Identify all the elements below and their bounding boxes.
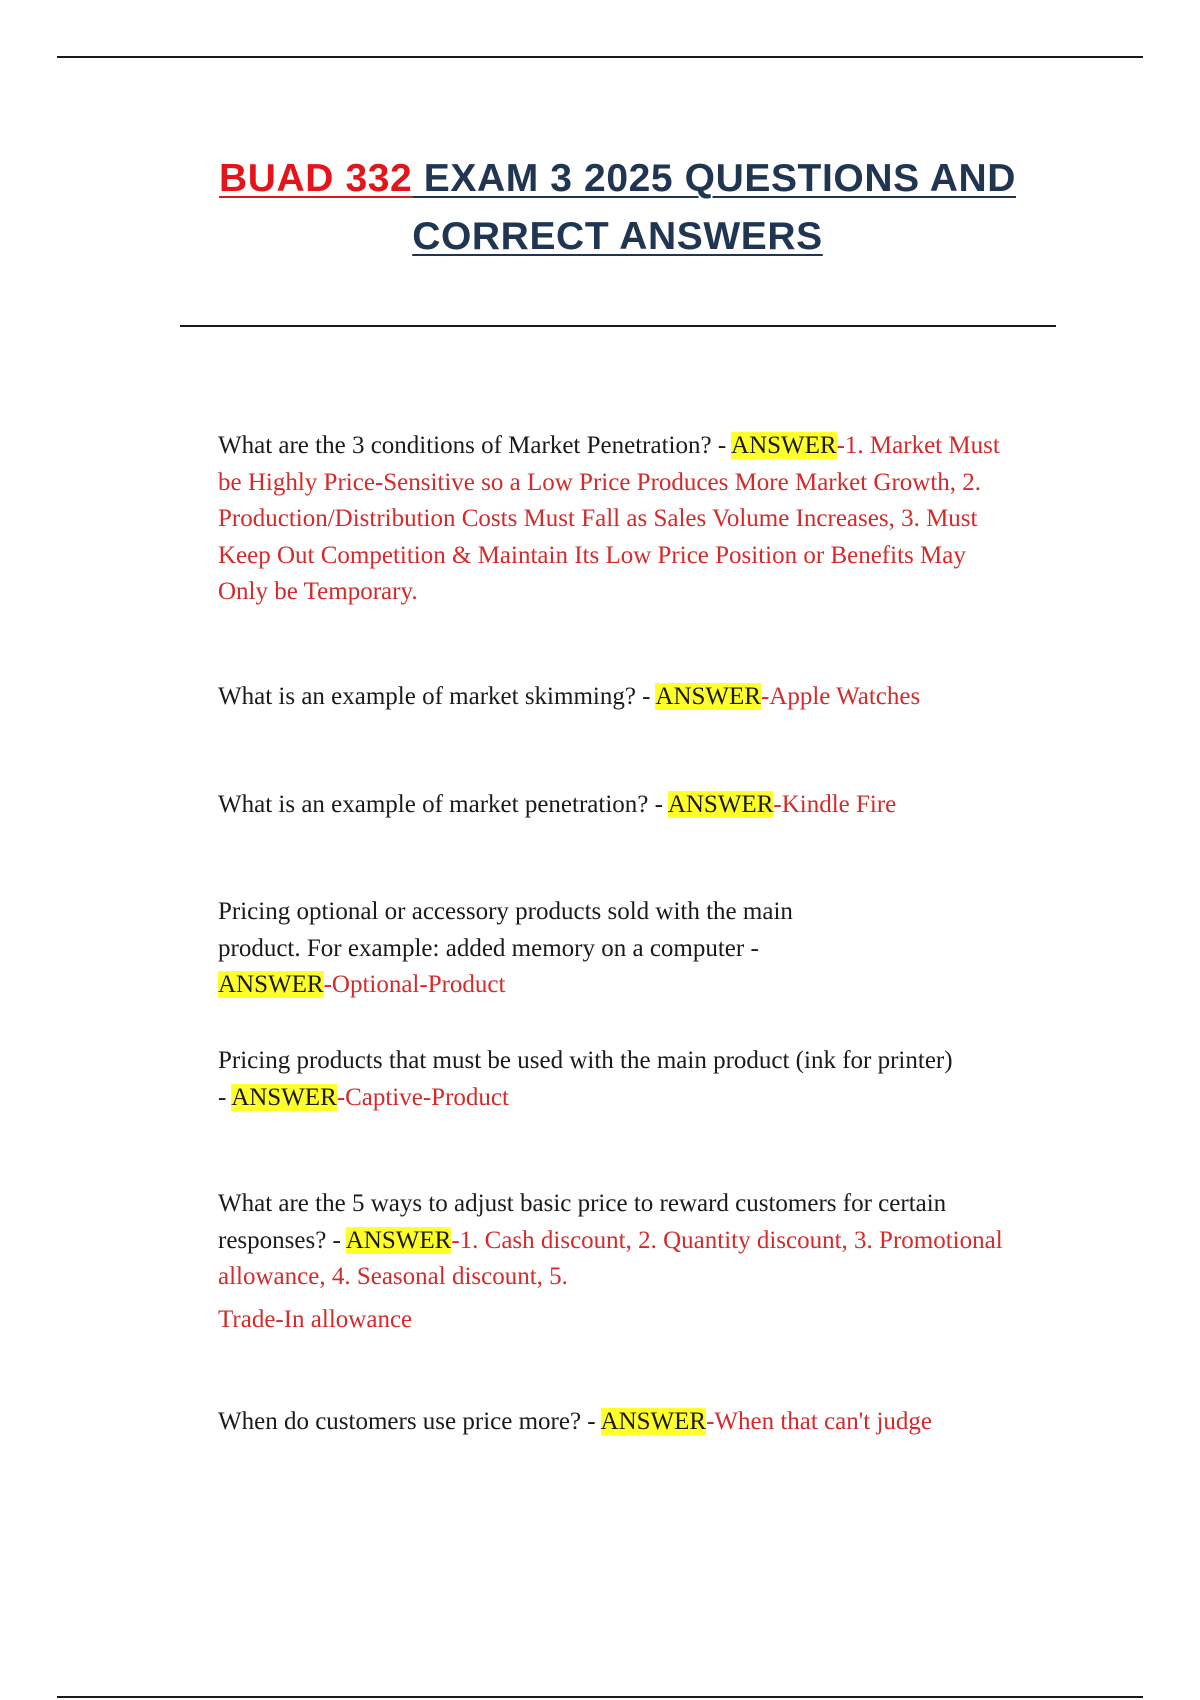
answer-label: ANSWER — [218, 971, 324, 998]
answer-label: ANSWER — [655, 683, 761, 710]
answer-text: Captive-Product — [345, 1083, 509, 1111]
qa-item: What are the 5 ways to adjust basic price to reward customers for certain responses? - ANSWER-1. Cash discount, 2. Quantity discount, 3. Promotional allowance, 4. Seasonal discount, 5. — [218, 1190, 1003, 1290]
answer-text: 1. Market Must be Highly Price-Sensitive so a Low Price Produces More Market Growth, 2. Production/Distribution Costs Must Fall as Sales Volume Increases, 3. Must Keep Out Competition & Maintain Its Low Price Position or Benefits May Only be Temporary. — [218, 432, 1000, 605]
qa-item: What is an example of market skimming? - ANSWER-Apple Watches — [218, 683, 921, 710]
bottom-rule — [57, 1696, 1143, 1698]
qa-item-continuation — [218, 1302, 1038, 1339]
qa-item: Pricing optional or accessory products sold with the main product. For example: added memory on a computer - ANSWER-Optional-Product — [218, 898, 793, 998]
qa-item: Pricing products that must be used with the main product (ink for printer) - ANSWER-Captive-Product — [218, 1047, 953, 1111]
question-text: What is an example of market penetration? - — [218, 791, 668, 818]
top-rule — [57, 56, 1143, 58]
answer-text: Apple Watches — [769, 683, 921, 710]
qa-item: What are the 3 conditions of Market Penetration? - ANSWER-1. Market Must be Highly Price-Sensitive so a Low Price Produces More Market Growth, 2. Production/Distribution Costs Must Fall as Sales Volume Increases, 3. Must Keep Out Competition & Maintain Its Low Price Position or Benefits May Only be Temporary. — [218, 432, 1000, 605]
answer-text: 1. Cash discount, 2. Quantity discount, 3. Promotional allowance, 4. Seasonal discount, 5. — [218, 1226, 1003, 1290]
qa-item: When do customers use price more? - ANSWER-When that can't judge — [218, 1408, 933, 1435]
answer-label: ANSWER — [731, 432, 837, 459]
answer-label: ANSWER — [600, 1408, 707, 1435]
question-text: What is an example of market skimming? - — [218, 683, 656, 710]
question-text: What are the 5 ways to adjust basic price to reward customers for certain responses? - — [218, 1190, 947, 1254]
question-text: Pricing optional or accessory products sold with the main product. For example: added memory on a computer - — [218, 898, 793, 962]
question-text: When do customers use price more? - — [218, 1408, 601, 1435]
title-text: EXAM 3 2025 QUESTIONS AND CORRECT ANSWERS — [412, 157, 1017, 258]
answer-text: Kindle Fire — [781, 791, 897, 818]
answer-text: Trade-In allowance — [218, 1306, 413, 1333]
title-divider — [180, 325, 1056, 327]
title-course-code: BUAD 332 — [218, 157, 413, 200]
answer-label: ANSWER — [345, 1226, 452, 1254]
question-text: What are the 3 conditions of Market Penetration? - — [218, 432, 732, 459]
document-title — [150, 150, 1085, 266]
answer-label: ANSWER — [231, 1083, 337, 1111]
qa-item: What is an example of market penetration? - ANSWER-Kindle Fire — [218, 791, 897, 818]
question-text: Pricing products that must be used with the main product (ink for printer) - — [218, 1047, 953, 1111]
answer-text: When that can't judge — [714, 1408, 933, 1435]
answer-label: ANSWER — [667, 791, 774, 818]
answer-text: Optional-Product — [331, 971, 506, 998]
